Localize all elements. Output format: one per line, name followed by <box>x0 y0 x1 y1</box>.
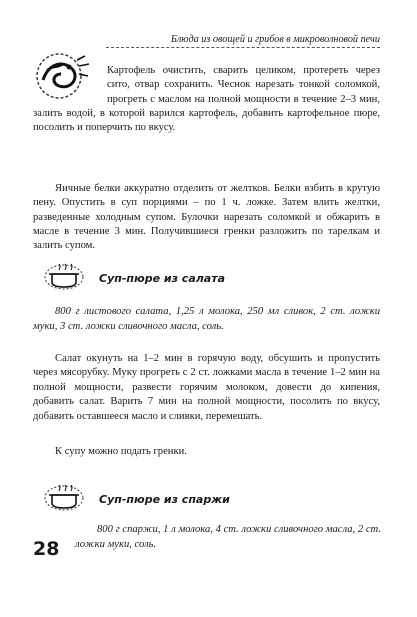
recipe-instructions-lettuce-soup: Салат окунуть на 1–2 мин в горячую воду, обсушить и пропустить через мясорубку. Муку прогреть с 2 ст. ложками масла в течение 1–2 мин на полной мощности, развести горячим молоком, довести до кипения, добавить салат. Варить 7 мин на полной мощности, посолить по вкусу, добавить оставшееся масло и сливки, перемешать. <box>33 353 380 422</box>
intro-paragraph-1 <box>33 64 380 135</box>
ornament-spacer <box>33 64 107 104</box>
recipe-ingredients-lettuce-soup: 800 г листового салата, 1,25 л молока, 250 мл сливок, 2 ст. ложки муки, 3 ст. ложки сливочного масла, соль. <box>33 306 380 332</box>
intro-paragraph-2: Яичные белки аккуратно отделить от желтков. Белки взбить в крутую пену. Опустить в суп порциями – по 1 ч. ложке. Затем влить желтки, разведенные холодным супом. Булочки нарезать соломкой и обжарить в масле в течение 3 мин. Получившиеся гренки разложить по тарелкам и залить супом. <box>33 183 380 252</box>
recipe-title-lettuce-soup: Суп-пюре из салата <box>99 272 226 285</box>
recipe-title-asparagus-soup: Суп-пюре из спаржи <box>99 493 230 506</box>
running-header: Блюда из овощей и грибов в микроволновой печи <box>106 34 380 48</box>
pot-icon <box>43 483 85 513</box>
pot-icon <box>43 262 85 292</box>
recipe-ingredients-asparagus-soup: 800 г спаржи, 1 л молока, 4 ст. ложки сливочного масла, 2 ст. ложки муки, соль. <box>75 524 381 550</box>
recipe-note-lettuce-soup: К супу можно подать гренки. <box>55 446 187 457</box>
intro-paragraph-1-text: Картофель очистить, сварить целиком, протереть через сито, отвар сохранить. Чеснок нарезать тонкой соломкой, прогреть с маслом на полной мощности в течение 2–3 мин, залить водой, в которой варился картофель, добавить картофельное пюре, посолить и поперчить по вкусу. <box>33 65 380 134</box>
page-number: 28 <box>33 538 60 560</box>
